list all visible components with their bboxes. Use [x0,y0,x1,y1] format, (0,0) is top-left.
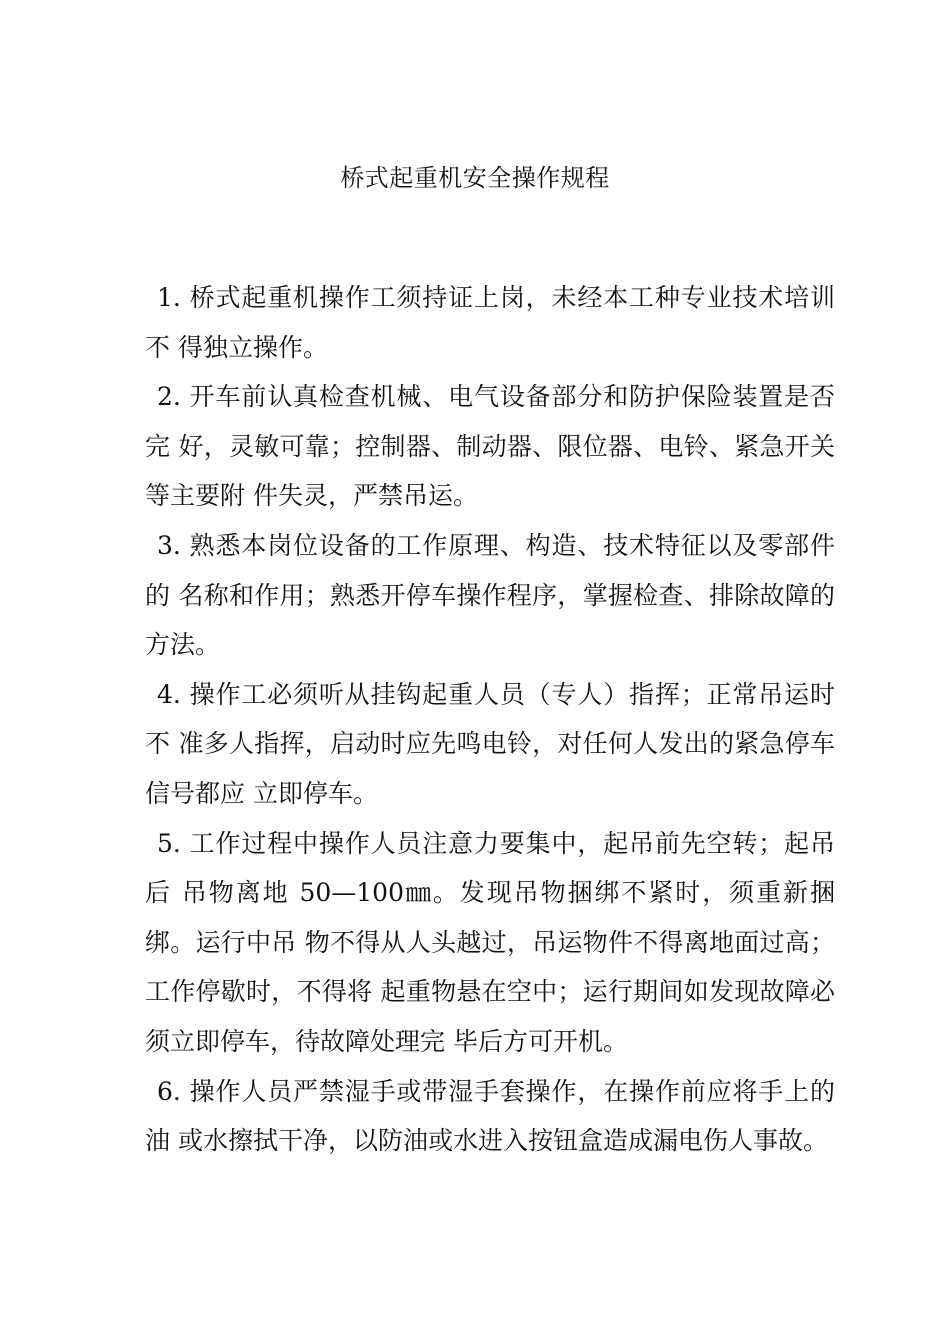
rule-item-4: 4. 操作工必须听从挂钩起重人员（专人）指挥；正常吊运时不 准多人指挥，启动时应先鸣电铃，对任何人发出的紧急停车信号都应 立即停车。 [145,679,835,808]
rule-item-3: 3. 熟悉本岗位设备的工作原理、构造、技术特征以及零部件的 名称和作用；熟悉开停车操作程序，掌握检查、排除故障的方法。 [145,530,835,660]
rule-item-6: 6. 操作人员严禁湿手或带湿手套操作，在操作前应将手上的油 或水擦拭干净，以防油或水进入按钮盒造成漏电伤人事故。 [145,1076,835,1156]
document-body [145,273,835,1166]
rule-item-5: 5. 工作过程中操作人员注意力要集中，起吊前先空转；起吊后 吊物离地 50—100㎜。发现吊物捆绑不紧时，须重新捆绑。运行中吊 物不得从人头越过，吊运物件不得离地面过高；工作停歇时，不得将 起重物悬在空中；运行期间如发现故障必须立即停车，待故障处理完 毕后方可开机。 [145,828,835,1056]
rule-item-1: 1. 桥式起重机操作工须持证上岗，未经本工种专业技术培训不 得独立操作。 [145,283,835,362]
rule-item-2: 2. 开车前认真检查机械、电气设备部分和防护保险装置是否完 好，灵敏可靠；控制器、制动器、限位器、电铃、紧急开关等主要附 件失灵，严禁吊运。 [145,382,835,511]
document-title: 桥式起重机安全操作规程 [340,164,610,192]
